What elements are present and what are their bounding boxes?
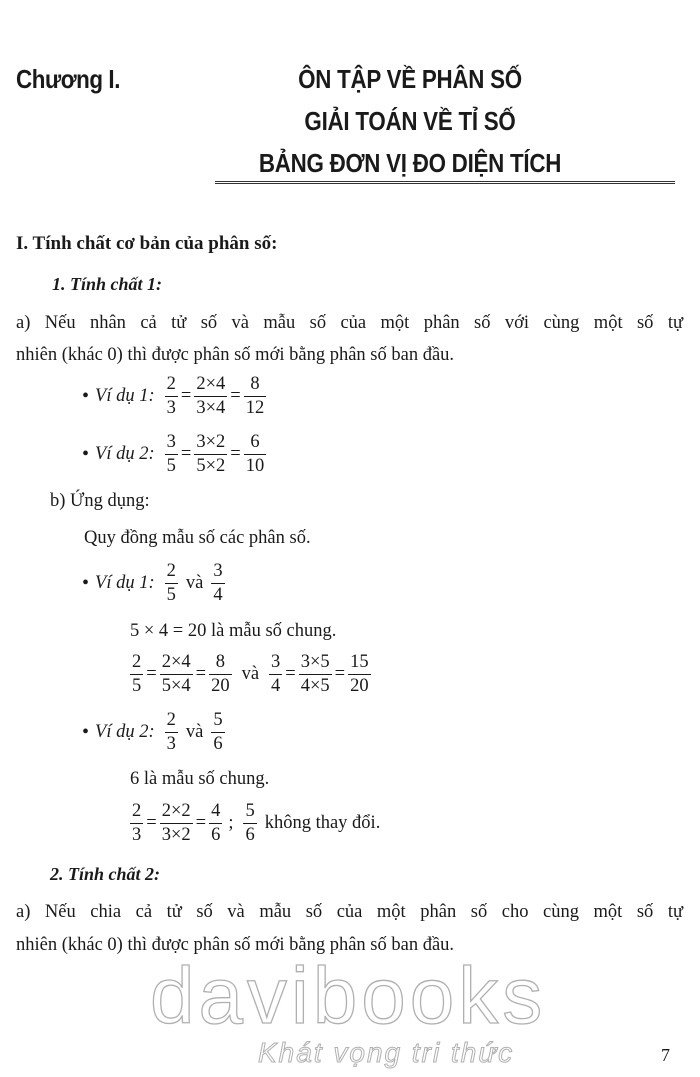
fraction: $\frac{3}{4}$ (213, 561, 223, 605)
fraction: $\frac{8}{20}$ (211, 652, 230, 696)
fraction: $\frac{15}{20}$ (350, 652, 369, 696)
application-label: b) Ứng dụng: (50, 491, 150, 511)
property-1-text-line-2: nhiên (khác 0) thì được phân số mới bằng phân số ban đầu. (16, 345, 455, 365)
watermark-slogan: Khát vọng tri thức (258, 1037, 515, 1068)
fraction: $\frac{8}{12}$ (245, 374, 265, 418)
fraction: $\frac{3\times 2}{5\times 2}$ (196, 432, 226, 476)
example-1-row: • Ví dụ 1: $\frac{2}{3}$ = $\frac{2\times 4}{3\times 4}$ = $\frac{8}{12}$ (82, 374, 265, 418)
example-label: Ví dụ 2: (95, 722, 155, 742)
property-1-title: 1. Tính chất 1: (52, 274, 163, 294)
fraction: $\frac{3}{4}$ (271, 652, 281, 696)
fraction: $\frac{2\times 4}{3\times 4}$ (196, 374, 226, 418)
chapter-title-line-1: ÔN TẬP VỀ PHÂN SỐ (298, 64, 522, 94)
application-example-2-calc: $\frac{2}{3}$ = $\frac{2\times 2}{3\times 2}$ = $\frac{4}{6}$ ; $\frac{5}{6}$ không thay đổi. (132, 801, 381, 845)
fraction: $\frac{3}{5}$ (166, 432, 176, 476)
chapter-label: Chương I. (16, 64, 120, 94)
example-label: Ví dụ 2: (95, 444, 155, 464)
fraction: $\frac{2}{3}$ (166, 710, 176, 754)
example-label: Ví dụ 1: (95, 573, 155, 593)
fraction: $\frac{2}{5}$ (132, 652, 142, 696)
fraction: $\frac{6}{10}$ (245, 432, 265, 476)
fraction: $\frac{5}{6}$ (213, 710, 223, 754)
fraction: $\frac{2}{5}$ (166, 561, 176, 605)
section-heading: I. Tính chất cơ bản của phân số: (16, 233, 278, 254)
example-label: Ví dụ 1: (95, 386, 155, 406)
property-2-text-line-1: a) Nếu chia cả tử số và mẫu số của một phân số cho cùng một số tự (16, 902, 683, 922)
application-example-1-row: • Ví dụ 1: $\frac{2}{5}$ và $\frac{3}{4}$ (82, 561, 223, 605)
title-divider (215, 181, 675, 184)
fraction: $\frac{4}{6}$ (211, 801, 221, 845)
watermark-brand: davibooks (150, 951, 547, 1040)
application-example-2-row: • Ví dụ 2: $\frac{2}{3}$ và $\frac{5}{6}$ (82, 710, 223, 754)
page-number: 7 (661, 1045, 670, 1065)
fraction: $\frac{2\times 4}{5\times 4}$ (161, 652, 191, 696)
bullet-icon: • (82, 572, 90, 594)
fraction: $\frac{2\times 2}{3\times 2}$ (161, 801, 191, 845)
property-2-title: 2. Tính chất 2: (50, 864, 161, 884)
fraction: $\frac{2}{3}$ (132, 801, 142, 845)
bullet-icon: • (82, 443, 90, 465)
property-2-text-line-2: nhiên (khác 0) thì được phân số mới bằng phân số ban đầu. (16, 935, 455, 955)
application-text: Quy đồng mẫu số các phân số. (84, 528, 311, 548)
bullet-icon: • (82, 721, 90, 743)
common-denominator-text-2: 6 là mẫu số chung. (130, 769, 270, 789)
chapter-title-line-2: GIẢI TOÁN VỀ TỈ SỐ (304, 106, 516, 136)
bullet-icon: • (82, 385, 90, 407)
fraction: $\frac{2}{3}$ (166, 374, 176, 418)
fraction: $\frac{3\times 5}{4\times 5}$ (300, 652, 330, 696)
application-example-1-calc: $\frac{2}{5}$ = $\frac{2\times 4}{5\times 4}$ = $\frac{8}{20}$ và $\frac{3}{4}$ = $\frac{3\times 5}{4\times 5}$ = $\frac{15}{20}$ (132, 652, 369, 696)
fraction: $\frac{5}{6}$ (245, 801, 255, 845)
example-2-row: • Ví dụ 2: $\frac{3}{5}$ = $\frac{3\times 2}{5\times 2}$ = $\frac{6}{10}$ (82, 432, 265, 476)
property-1-text-line-1: a) Nếu nhân cả tử số và mẫu số của một phân số với cùng một số tự (16, 313, 683, 333)
common-denominator-text: 5 × 4 = 20 là mẫu số chung. (130, 621, 337, 641)
chapter-title-line-3: BẢNG ĐƠN VỊ ĐO DIỆN TÍCH (258, 148, 562, 178)
